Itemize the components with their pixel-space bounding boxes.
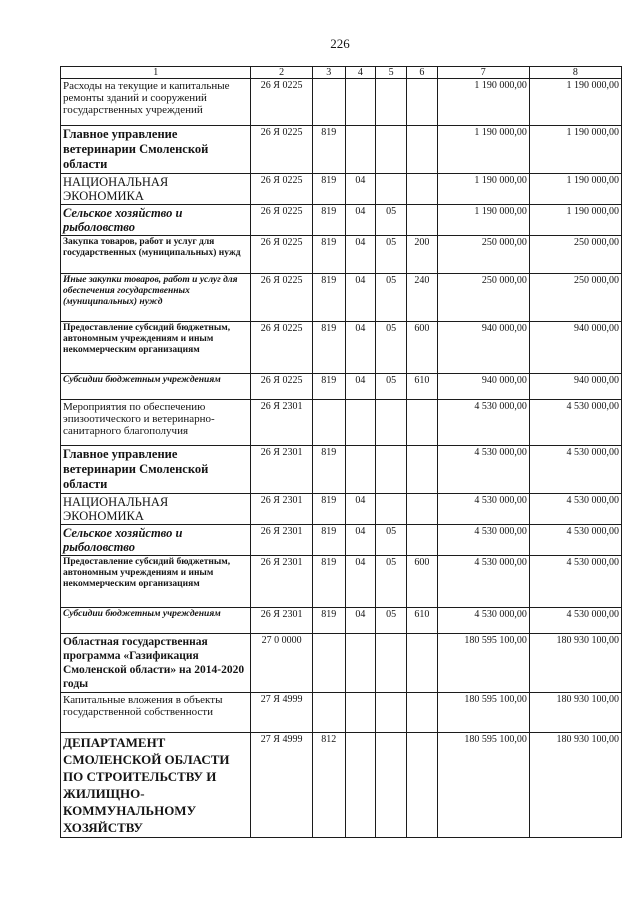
item-name-cell: Предоставление субсидий бюджетным, автономным учреждениям и иным некоммерческим организациям bbox=[61, 322, 251, 374]
expense-type-cell bbox=[406, 693, 437, 733]
amount-cell-2016: 4 530 000,00 bbox=[529, 608, 621, 634]
code-cell: 27 Я 4999 bbox=[251, 693, 312, 733]
code-cell: 26 Я 0225 bbox=[251, 374, 312, 400]
item-name-cell: НАЦИОНАЛЬНАЯ ЭКОНОМИКА bbox=[61, 494, 251, 525]
section-cell: 04 bbox=[345, 374, 376, 400]
subsection-cell bbox=[376, 446, 407, 494]
page-number: 226 bbox=[330, 36, 350, 51]
item-name-cell: Предоставление субсидий бюджетным, автономным учреждениям и иным некоммерческим организациям bbox=[61, 556, 251, 608]
table-row bbox=[61, 634, 622, 693]
amount-cell-2016: 4 530 000,00 bbox=[529, 525, 621, 556]
expense-type-cell bbox=[406, 174, 437, 205]
chapter-cell: 819 bbox=[312, 608, 345, 634]
section-cell: 04 bbox=[345, 274, 376, 322]
amount-cell-2015: 1 190 000,00 bbox=[437, 126, 529, 174]
chapter-cell bbox=[312, 400, 345, 446]
code-cell: 26 Я 2301 bbox=[251, 525, 312, 556]
table-row bbox=[61, 274, 622, 322]
chapter-cell: 819 bbox=[312, 556, 345, 608]
amount-cell-2015: 1 190 000,00 bbox=[437, 174, 529, 205]
subsection-cell: 05 bbox=[376, 556, 407, 608]
amount-cell-2016: 180 930 100,00 bbox=[529, 693, 621, 733]
chapter-cell bbox=[312, 693, 345, 733]
item-name-cell: Субсидии бюджетным учреждениям bbox=[61, 374, 251, 400]
amount-cell-2015: 4 530 000,00 bbox=[437, 494, 529, 525]
code-cell: 26 Я 2301 bbox=[251, 608, 312, 634]
column-number: 2 bbox=[251, 67, 312, 79]
table-row bbox=[61, 733, 622, 838]
expense-type-cell bbox=[406, 400, 437, 446]
chapter-cell bbox=[312, 79, 345, 126]
code-cell: 26 Я 0225 bbox=[251, 322, 312, 374]
expense-type-cell bbox=[406, 79, 437, 126]
expense-type-cell bbox=[406, 733, 437, 838]
amount-cell-2015: 940 000,00 bbox=[437, 322, 529, 374]
code-cell: 26 Я 2301 bbox=[251, 446, 312, 494]
chapter-cell: 819 bbox=[312, 174, 345, 205]
section-cell: 04 bbox=[345, 322, 376, 374]
item-name-cell: Главное управление ветеринарии Смоленской области bbox=[61, 446, 251, 494]
table-row bbox=[61, 174, 622, 205]
expense-type-cell: 600 bbox=[406, 556, 437, 608]
table-row bbox=[61, 525, 622, 556]
amount-cell-2016: 1 190 000,00 bbox=[529, 126, 621, 174]
section-cell: 04 bbox=[345, 556, 376, 608]
column-number: 3 bbox=[312, 67, 345, 79]
column-number: 4 bbox=[345, 67, 376, 79]
item-name-cell: Субсидии бюджетным учреждениям bbox=[61, 608, 251, 634]
subsection-cell: 05 bbox=[376, 374, 407, 400]
subsection-cell bbox=[376, 494, 407, 525]
section-cell: 04 bbox=[345, 494, 376, 525]
amount-cell-2015: 1 190 000,00 bbox=[437, 205, 529, 236]
table-row bbox=[61, 236, 622, 274]
amount-cell-2016: 4 530 000,00 bbox=[529, 446, 621, 494]
item-name-cell: Сельское хозяйство и рыболовство bbox=[61, 205, 251, 236]
amount-cell-2016: 250 000,00 bbox=[529, 236, 621, 274]
column-number: 5 bbox=[376, 67, 407, 79]
amount-cell-2015: 1 190 000,00 bbox=[437, 79, 529, 126]
code-cell: 26 Я 0225 bbox=[251, 236, 312, 274]
subsection-cell bbox=[376, 400, 407, 446]
amount-cell-2016: 250 000,00 bbox=[529, 274, 621, 322]
chapter-cell: 819 bbox=[312, 236, 345, 274]
table-row bbox=[61, 322, 622, 374]
amount-cell-2016: 180 930 100,00 bbox=[529, 634, 621, 693]
table-row bbox=[61, 205, 622, 236]
chapter-cell: 819 bbox=[312, 525, 345, 556]
expense-type-cell bbox=[406, 494, 437, 525]
amount-cell-2016: 940 000,00 bbox=[529, 322, 621, 374]
item-name-cell: Расходы на текущие и капитальные ремонты зданий и сооружений государственных учреждений bbox=[61, 79, 251, 126]
item-name-cell: ДЕПАРТАМЕНТ СМОЛЕНСКОЙ ОБЛАСТИ ПО СТРОИТЕЛЬСТВУ И ЖИЛИЩНО-КОММУНАЛЬНОМУ ХОЗЯЙСТВУ bbox=[61, 733, 251, 838]
item-name-cell: Капитальные вложения в объекты государственной собственности bbox=[61, 693, 251, 733]
expense-type-cell bbox=[406, 126, 437, 174]
amount-cell-2016: 1 190 000,00 bbox=[529, 205, 621, 236]
section-cell bbox=[345, 693, 376, 733]
table-row bbox=[61, 608, 622, 634]
chapter-cell: 819 bbox=[312, 446, 345, 494]
table-row bbox=[61, 556, 622, 608]
section-cell: 04 bbox=[345, 205, 376, 236]
amount-cell-2016: 4 530 000,00 bbox=[529, 556, 621, 608]
code-cell: 26 Я 2301 bbox=[251, 400, 312, 446]
section-cell bbox=[345, 126, 376, 174]
subsection-cell: 05 bbox=[376, 322, 407, 374]
code-cell: 26 Я 0225 bbox=[251, 205, 312, 236]
expense-type-cell: 200 bbox=[406, 236, 437, 274]
subsection-cell bbox=[376, 79, 407, 126]
subsection-cell: 05 bbox=[376, 236, 407, 274]
table-row bbox=[61, 374, 622, 400]
column-number: 6 bbox=[406, 67, 437, 79]
chapter-cell: 812 bbox=[312, 733, 345, 838]
item-name-cell: Областная государственная программа «Газификация Смоленской области» на 2014-2020 годы bbox=[61, 634, 251, 693]
item-name-cell: Мероприятия по обеспечению эпизоотического и ветеринарно-санитарного благополучия bbox=[61, 400, 251, 446]
amount-cell-2016: 940 000,00 bbox=[529, 374, 621, 400]
column-number: 1 bbox=[61, 67, 251, 79]
section-cell: 04 bbox=[345, 236, 376, 274]
subsection-cell bbox=[376, 693, 407, 733]
amount-cell-2015: 4 530 000,00 bbox=[437, 525, 529, 556]
expense-type-cell: 600 bbox=[406, 322, 437, 374]
table-row bbox=[61, 79, 622, 126]
column-number: 7 bbox=[437, 67, 529, 79]
column-number-row bbox=[61, 67, 622, 79]
subsection-cell bbox=[376, 126, 407, 174]
expense-type-cell: 610 bbox=[406, 608, 437, 634]
code-cell: 26 Я 2301 bbox=[251, 494, 312, 525]
table-row bbox=[61, 693, 622, 733]
code-cell: 26 Я 0225 bbox=[251, 274, 312, 322]
amount-cell-2015: 4 530 000,00 bbox=[437, 608, 529, 634]
table-row bbox=[61, 494, 622, 525]
amount-cell-2015: 4 530 000,00 bbox=[437, 446, 529, 494]
amount-cell-2015: 180 595 100,00 bbox=[437, 634, 529, 693]
amount-cell-2015: 4 530 000,00 bbox=[437, 556, 529, 608]
column-number: 8 bbox=[529, 67, 621, 79]
code-cell: 26 Я 0225 bbox=[251, 79, 312, 126]
chapter-cell: 819 bbox=[312, 274, 345, 322]
section-cell bbox=[345, 446, 376, 494]
section-cell bbox=[345, 400, 376, 446]
subsection-cell: 05 bbox=[376, 525, 407, 556]
item-name-cell: НАЦИОНАЛЬНАЯ ЭКОНОМИКА bbox=[61, 174, 251, 205]
section-cell bbox=[345, 733, 376, 838]
expense-type-cell bbox=[406, 525, 437, 556]
code-cell: 26 Я 0225 bbox=[251, 174, 312, 205]
chapter-cell: 819 bbox=[312, 374, 345, 400]
section-cell: 04 bbox=[345, 608, 376, 634]
expense-type-cell bbox=[406, 205, 437, 236]
expense-type-cell: 610 bbox=[406, 374, 437, 400]
amount-cell-2015: 4 530 000,00 bbox=[437, 400, 529, 446]
item-name-cell: Закупка товаров, работ и услуг для государственных (муниципальных) нужд bbox=[61, 236, 251, 274]
subsection-cell: 05 bbox=[376, 608, 407, 634]
budget-table bbox=[60, 66, 622, 838]
item-name-cell: Главное управление ветеринарии Смоленской области bbox=[61, 126, 251, 174]
chapter-cell: 819 bbox=[312, 494, 345, 525]
section-cell bbox=[345, 79, 376, 126]
section-cell bbox=[345, 634, 376, 693]
amount-cell-2016: 1 190 000,00 bbox=[529, 174, 621, 205]
amount-cell-2015: 180 595 100,00 bbox=[437, 693, 529, 733]
amount-cell-2015: 250 000,00 bbox=[437, 236, 529, 274]
amount-cell-2016: 180 930 100,00 bbox=[529, 733, 621, 838]
code-cell: 27 0 0000 bbox=[251, 634, 312, 693]
expense-type-cell: 240 bbox=[406, 274, 437, 322]
chapter-cell: 819 bbox=[312, 126, 345, 174]
subsection-cell: 05 bbox=[376, 205, 407, 236]
amount-cell-2016: 4 530 000,00 bbox=[529, 494, 621, 525]
amount-cell-2016: 1 190 000,00 bbox=[529, 79, 621, 126]
table-row bbox=[61, 400, 622, 446]
chapter-cell: 819 bbox=[312, 322, 345, 374]
code-cell: 27 Я 4999 bbox=[251, 733, 312, 838]
amount-cell-2016: 4 530 000,00 bbox=[529, 400, 621, 446]
subsection-cell: 05 bbox=[376, 274, 407, 322]
section-cell: 04 bbox=[345, 525, 376, 556]
amount-cell-2015: 940 000,00 bbox=[437, 374, 529, 400]
table-row bbox=[61, 126, 622, 174]
code-cell: 26 Я 0225 bbox=[251, 126, 312, 174]
expense-type-cell bbox=[406, 634, 437, 693]
chapter-cell: 819 bbox=[312, 205, 345, 236]
table-row bbox=[61, 446, 622, 494]
subsection-cell bbox=[376, 634, 407, 693]
amount-cell-2015: 250 000,00 bbox=[437, 274, 529, 322]
subsection-cell bbox=[376, 733, 407, 838]
item-name-cell: Иные закупки товаров, работ и услуг для обеспечения государственных (муниципальных) нужд bbox=[61, 274, 251, 322]
chapter-cell bbox=[312, 634, 345, 693]
expense-type-cell bbox=[406, 446, 437, 494]
subsection-cell bbox=[376, 174, 407, 205]
code-cell: 26 Я 2301 bbox=[251, 556, 312, 608]
section-cell: 04 bbox=[345, 174, 376, 205]
amount-cell-2015: 180 595 100,00 bbox=[437, 733, 529, 838]
item-name-cell: Сельское хозяйство и рыболовство bbox=[61, 525, 251, 556]
